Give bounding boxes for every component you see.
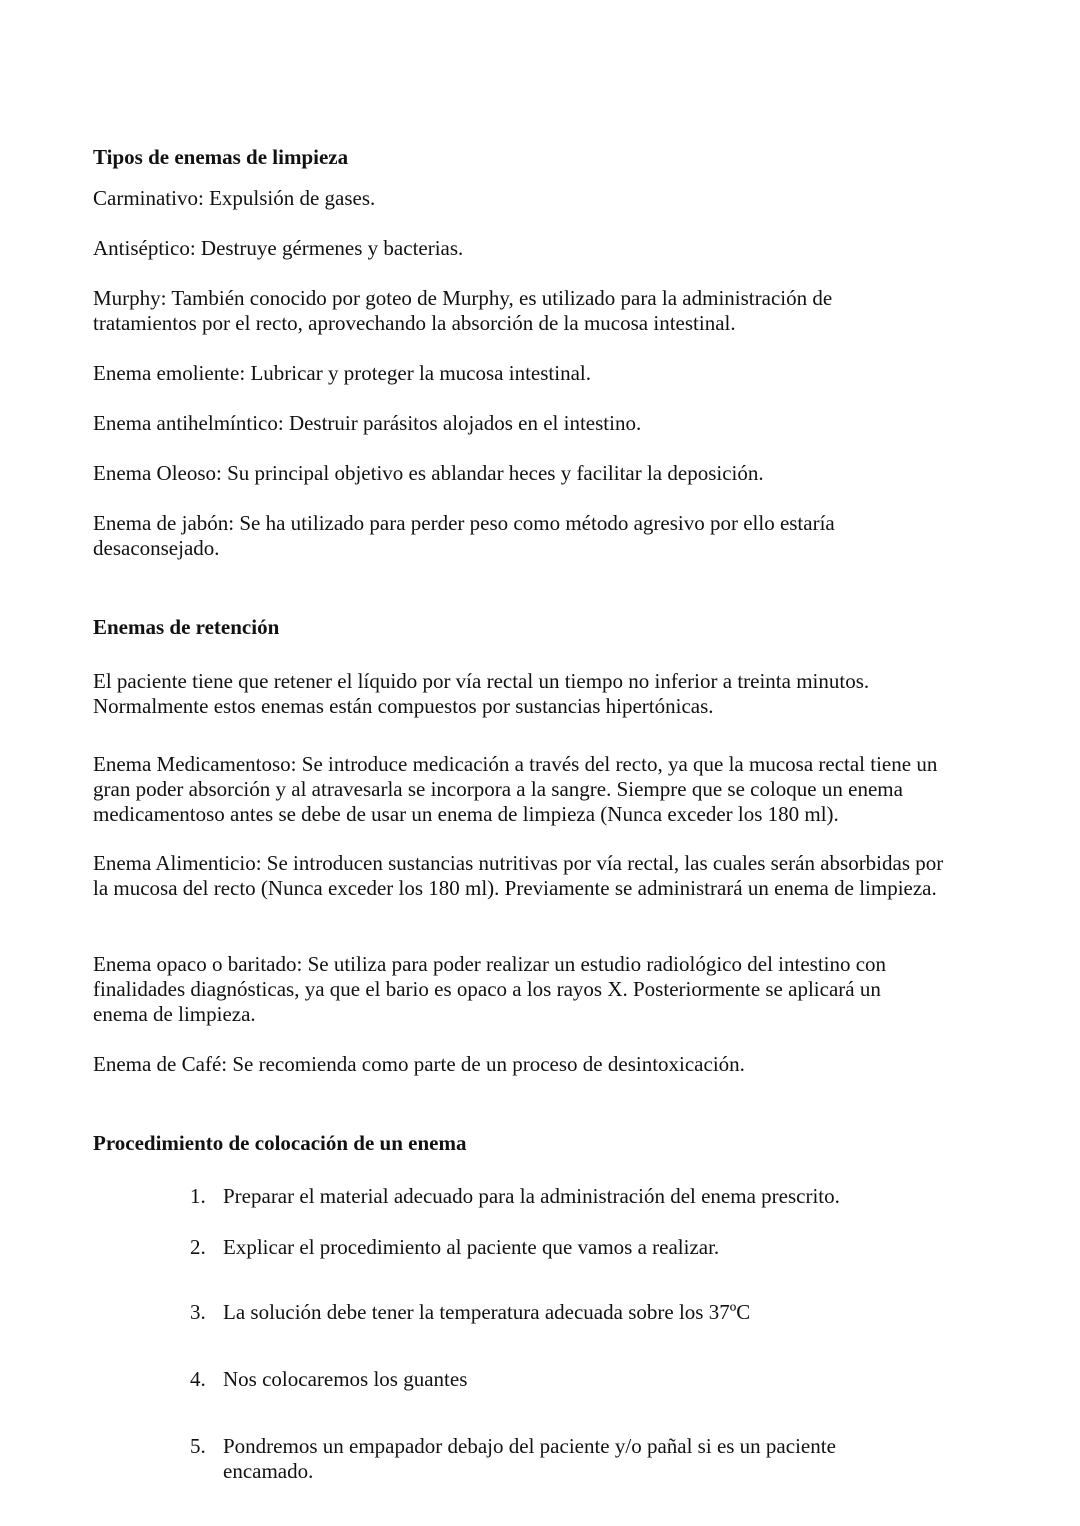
list-number: 1. [190,1184,206,1208]
list-item-step-4 [190,1367,910,1392]
list-item-step-1 [190,1184,910,1209]
list-text: Preparar el material adecuado para la administración del enema prescrito. [223,1184,840,1208]
paragraph-medicamentoso: Enema Medicamentoso: Se introduce medicación a través del recto, ya que la mucosa rectal tiene un gran poder absorción y al atravesarla se incorpora a la sangre. Siempre que se coloque un enema medicamentoso antes se debe de usar un enema de limpieza (Nunca exceder los 180 ml). [93,752,938,826]
paragraph-murphy: Murphy: También conocido por goteo de Murphy, es utilizado para la administración de tratamientos por el recto, aprovechando la absorción de la mucosa intestinal. [93,286,833,335]
paragraph-carminativo: Carminativo: Expulsión de gases. [93,186,376,210]
list-item-step-2 [190,1235,910,1260]
list-text: Explicar el procedimiento al paciente que vamos a realizar. [223,1235,720,1259]
section-heading-tipos-limpieza: Tipos de enemas de limpieza [93,145,349,169]
paragraph-antiseptico: Antiséptico: Destruye gérmenes y bacterias. [93,236,464,260]
paragraph-opaco-baritado: Enema opaco o baritado: Se utiliza para poder realizar un estudio radiológico del intestino con finalidades diagnósticas, ya que el bario es opaco a los rayos X. Posteriormente se aplicará un enema de limpieza. [93,952,887,1026]
paragraph-retencion-intro: El paciente tiene que retener el líquido por vía rectal un tiempo no inferior a treinta minutos. Normalmente estos enemas están compuestos por sustancias hipertónicas. [93,669,870,718]
list-item-step-5 [190,1434,890,1484]
list-number: 3. [190,1300,206,1324]
list-text: La solución debe tener la temperatura adecuada sobre los 37ºC [223,1300,751,1324]
list-number: 5. [190,1434,206,1458]
paragraph-jabon: Enema de jabón: Se ha utilizado para perder peso como método agresivo por ello estaría desaconsejado. [93,511,835,560]
paragraph-antihelmintico: Enema antihelmíntico: Destruir parásitos alojados en el intestino. [93,411,642,435]
list-item-step-3 [190,1300,910,1325]
section-heading-retencion: Enemas de retención [93,615,280,639]
list-text: Nos colocaremos los guantes [223,1367,468,1391]
paragraph-oleoso: Enema Oleoso: Su principal objetivo es ablandar heces y facilitar la deposición. [93,461,764,485]
list-text: Pondremos un empapador debajo del paciente y/o pañal si es un paciente encamado. [223,1434,836,1483]
paragraph-cafe: Enema de Café: Se recomienda como parte de un proceso de desintoxicación. [93,1052,745,1076]
section-heading-procedimiento: Procedimiento de colocación de un enema [93,1131,467,1155]
paragraph-alimenticio: Enema Alimenticio: Se introducen sustancias nutritivas por vía rectal, las cuales serán absorbidas por la mucosa del recto (Nunca exceder los 180 ml). Previamente se administrará un enema de limpieza. [93,851,944,900]
paragraph-emoliente: Enema emoliente: Lubricar y proteger la mucosa intestinal. [93,361,591,385]
list-number: 2. [190,1235,206,1259]
list-number: 4. [190,1367,206,1391]
